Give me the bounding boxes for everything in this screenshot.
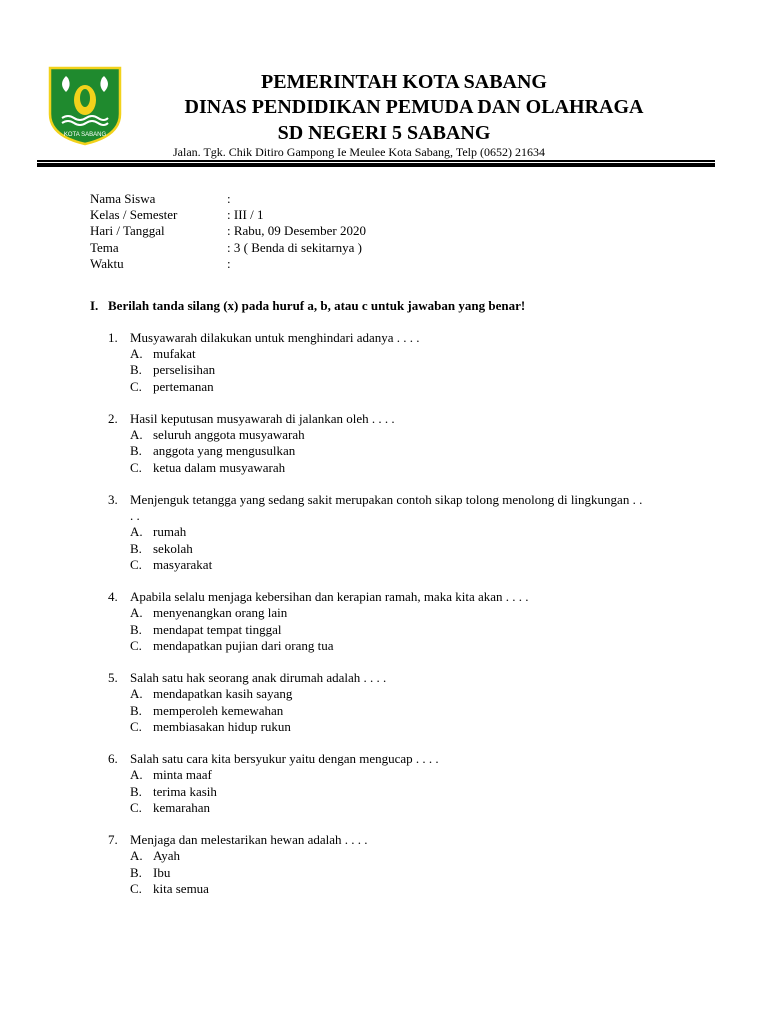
question-item: [108, 832, 648, 897]
option-letter: B.: [130, 621, 142, 637]
info-row-kelas: [90, 207, 366, 223]
option-letter: C.: [130, 459, 142, 475]
info-label: Nama Siswa: [90, 191, 156, 206]
question-list: [108, 330, 648, 913]
header-divider-thick: [37, 163, 715, 167]
option-text: mufakat: [153, 346, 196, 362]
student-info: [90, 191, 366, 272]
info-value: :: [227, 255, 231, 271]
answer-option[interactable]: [108, 800, 648, 816]
question-number: 7.: [108, 832, 118, 848]
option-letter: B.: [130, 362, 142, 378]
header-government: PEMERINTAH KOTA SABANG: [261, 71, 547, 93]
option-letter: C.: [130, 556, 142, 572]
question-item: [108, 751, 648, 816]
info-label: Tema: [90, 239, 119, 255]
answer-option[interactable]: [108, 524, 648, 540]
option-letter: C.: [130, 880, 142, 896]
question-number: 6.: [108, 751, 118, 767]
option-text: ketua dalam musyawarah: [153, 459, 286, 475]
option-letter: B.: [130, 783, 142, 799]
info-value: : Rabu, 09 Desember 2020: [227, 223, 367, 239]
option-text: pertemanan: [153, 378, 214, 394]
option-text: mendapatkan kasih sayang: [153, 686, 293, 702]
answer-option[interactable]: [108, 362, 648, 378]
option-letter: A.: [130, 605, 143, 621]
option-text: mendapat tempat tinggal: [153, 621, 282, 637]
answer-option[interactable]: [108, 379, 648, 395]
answer-option[interactable]: [108, 784, 648, 800]
question-text: Salah satu cara kita bersyukur yaitu dengan mengucap . . . .: [130, 751, 439, 767]
question-text: Menjenguk tetangga yang sedang sakit merupakan contoh sikap tolong menolong di lingkungan . . . .: [130, 492, 643, 524]
section-instruction: [90, 298, 525, 314]
question-item: [108, 670, 648, 735]
info-row-tema: [90, 240, 366, 256]
option-letter: B.: [130, 702, 142, 718]
question-text: Menjaga dan melestarikan hewan adalah . . . .: [130, 832, 368, 848]
answer-option[interactable]: [108, 719, 648, 735]
option-text: Ayah: [153, 848, 180, 864]
answer-option[interactable]: [108, 638, 648, 654]
answer-option[interactable]: [108, 460, 648, 476]
answer-option[interactable]: [108, 427, 648, 443]
question-item: [108, 589, 648, 654]
header-department: DINAS PENDIDIKAN PEMUDA DAN OLAHRAGA: [184, 96, 644, 118]
info-value: : 3 ( Benda di sekitarnya ): [227, 239, 363, 255]
answer-option[interactable]: [108, 557, 648, 573]
answer-option[interactable]: [108, 443, 648, 459]
info-label: Hari / Tanggal: [90, 223, 165, 239]
option-text: memperoleh kemewahan: [153, 702, 284, 718]
logo-text: KOTA SABANG: [63, 132, 107, 138]
question-item: [108, 492, 648, 573]
option-letter: B.: [130, 864, 142, 880]
answer-option[interactable]: [108, 767, 648, 783]
option-letter: A.: [130, 848, 143, 864]
header-address: Jalan. Tgk. Chik Ditiro Gampong Ie Meulee Kota Sabang, Telp (0652) 21634: [173, 145, 545, 159]
option-letter: A.: [130, 427, 143, 443]
answer-option[interactable]: [108, 703, 648, 719]
option-letter: A.: [130, 767, 143, 783]
question-number: 4.: [108, 589, 118, 605]
option-letter: C.: [130, 799, 142, 815]
option-text: rumah: [153, 524, 187, 540]
option-letter: A.: [130, 686, 143, 702]
option-letter: C.: [130, 718, 142, 734]
question-item: [108, 330, 648, 395]
option-text: menyenangkan orang lain: [153, 605, 288, 621]
question-number: 1.: [108, 330, 118, 345]
answer-option[interactable]: [108, 881, 648, 897]
option-text: kita semua: [153, 880, 209, 896]
option-text: perselisihan: [153, 362, 216, 378]
question-text: Apabila selalu menjaga kebersihan dan kerapian ramah, maka kita akan . . . .: [130, 589, 529, 605]
question-text: Salah satu hak seorang anak dirumah adalah . . . .: [130, 670, 387, 686]
option-text: Ibu: [153, 864, 171, 880]
option-text: sekolah: [153, 540, 193, 556]
question-item: [108, 411, 648, 476]
option-letter: C.: [130, 637, 142, 653]
info-row-tanggal: [90, 223, 366, 239]
question-text: Musyawarah dilakukan untuk menghindari adanya . . . .: [130, 330, 420, 345]
answer-option[interactable]: [108, 622, 648, 638]
instruction-text: Berilah tanda silang (x) pada huruf a, b, atau c untuk jawaban yang benar!: [108, 298, 526, 313]
option-text: kemarahan: [153, 799, 211, 815]
question-number: 2.: [108, 411, 118, 426]
option-text: minta maaf: [153, 767, 212, 783]
question-text: Hasil keputusan musyawarah di jalankan oleh . . . .: [130, 411, 395, 426]
option-text: masyarakat: [153, 556, 213, 572]
option-text: anggota yang mengusulkan: [153, 443, 296, 459]
option-text: membiasakan hidup rukun: [153, 718, 291, 734]
answer-option[interactable]: [108, 605, 648, 621]
info-value: :: [227, 191, 231, 206]
answer-option[interactable]: [108, 346, 648, 362]
info-value: : III / 1: [227, 207, 264, 223]
answer-option[interactable]: [108, 865, 648, 881]
header-school-name: SD NEGERI 5 SABANG: [277, 122, 491, 144]
answer-option[interactable]: [108, 541, 648, 557]
info-row-waktu: [90, 256, 366, 272]
info-label: Kelas / Semester: [90, 207, 178, 223]
option-text: mendapatkan pujian dari orang tua: [153, 637, 334, 653]
info-row-nama: [90, 191, 366, 207]
option-text: terima kasih: [153, 783, 217, 799]
option-letter: B.: [130, 540, 142, 556]
section-number: I.: [90, 298, 99, 313]
answer-option[interactable]: [108, 848, 648, 864]
answer-option[interactable]: [108, 686, 648, 702]
option-letter: B.: [130, 443, 142, 459]
question-number: 5.: [108, 670, 118, 686]
info-label: Waktu: [90, 255, 124, 271]
option-letter: A.: [130, 524, 143, 540]
question-number: 3.: [108, 492, 118, 507]
header-divider-thin: [37, 160, 715, 162]
option-text: seluruh anggota musyawarah: [153, 427, 305, 443]
option-letter: C.: [130, 378, 142, 394]
option-letter: A.: [130, 346, 143, 362]
